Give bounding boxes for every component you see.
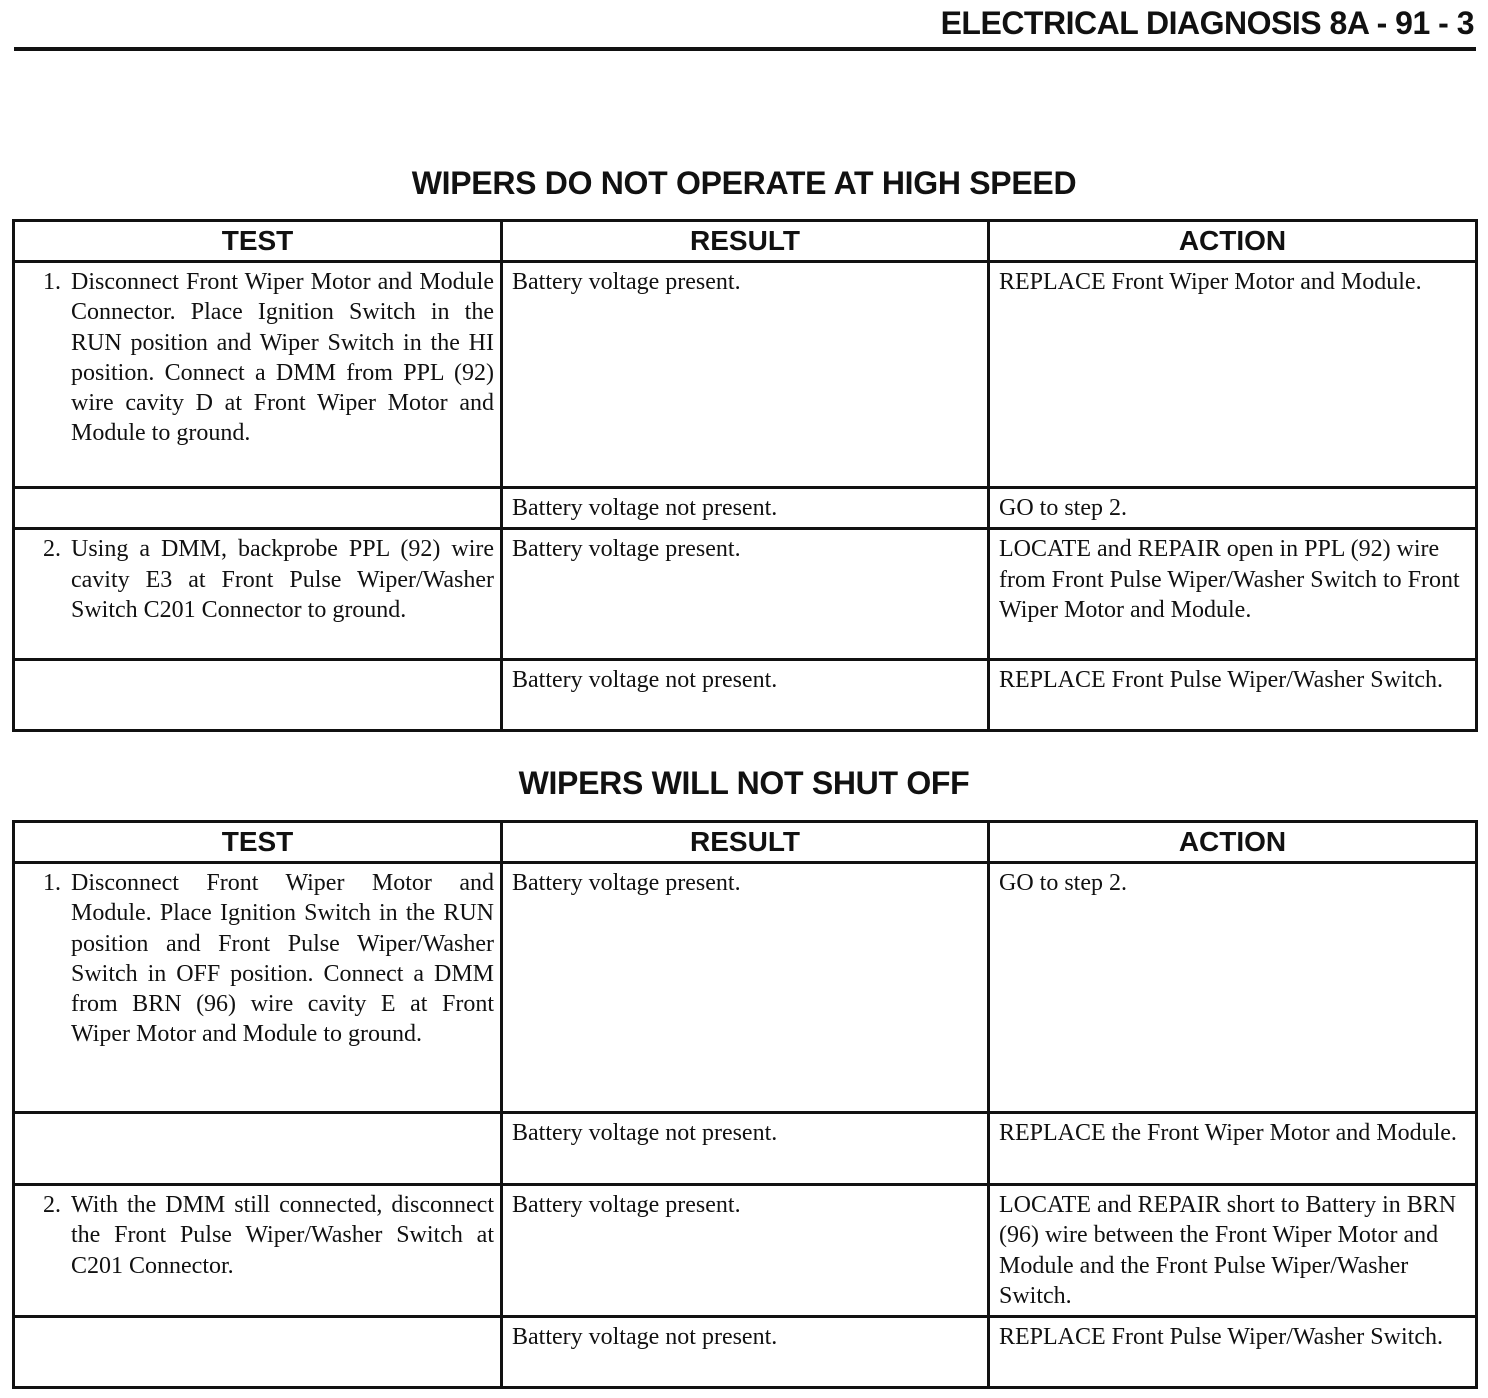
test-cell <box>14 660 502 731</box>
test-cell <box>14 262 502 488</box>
test-text: With the DMM still connected, disconnect the Front Pulse Wiper/Washer Switch at C201 Connector. <box>71 1192 494 1279</box>
table-row <box>14 262 1477 488</box>
result-cell: Battery voltage not present. <box>502 660 989 731</box>
result-cell: Battery voltage not present. <box>502 1113 989 1185</box>
result-cell: Battery voltage present. <box>502 529 989 660</box>
test-cell <box>14 1185 502 1317</box>
diagnosis-table-high-speed <box>12 219 1478 732</box>
table-header-row <box>14 822 1477 863</box>
action-cell: LOCATE and REPAIR open in PPL (92) wire from Front Pulse Wiper/Washer Switch to Front Wiper Motor and Module. <box>989 529 1477 660</box>
column-header-result: RESULT <box>502 822 989 863</box>
column-header-action: ACTION <box>989 221 1477 262</box>
table-header-row <box>14 221 1477 262</box>
column-header-result: RESULT <box>502 221 989 262</box>
action-cell: REPLACE the Front Wiper Motor and Module. <box>989 1113 1477 1185</box>
section-title-high-speed: WIPERS DO NOT OPERATE AT HIGH SPEED <box>411 165 1077 201</box>
step-number: 1. <box>43 870 61 896</box>
test-cell <box>14 488 502 529</box>
table-row <box>14 488 1477 529</box>
action-cell: GO to step 2. <box>989 863 1477 1113</box>
page-header <box>14 0 1476 51</box>
result-cell: Battery voltage present. <box>502 1185 989 1317</box>
result-cell: Battery voltage present. <box>502 863 989 1113</box>
test-text: Disconnect Front Wiper Motor and Module Connector. Place Ignition Switch in the RUN position and Wiper Switch in the HI position. Connect a DMM from PPL (92) wire cavity D at Front Wiper Motor and Module to ground. <box>71 269 494 447</box>
test-cell <box>14 1317 502 1388</box>
test-text: Using a DMM, backprobe PPL (92) wire cavity E3 at Front Pulse Wiper/Washer Switch C201 Connector to ground. <box>71 536 494 623</box>
column-header-test: TEST <box>14 221 502 262</box>
step-number: 2. <box>43 1192 61 1218</box>
step-number: 1. <box>43 269 61 295</box>
test-cell <box>14 1113 502 1185</box>
page-header-text: ELECTRICAL DIAGNOSIS 8A - 91 - 3 <box>940 5 1474 41</box>
step-number: 2. <box>43 536 61 563</box>
action-cell: GO to step 2. <box>989 488 1477 529</box>
test-cell <box>14 863 502 1113</box>
action-cell: REPLACE Front Pulse Wiper/Washer Switch. <box>989 1317 1477 1388</box>
table-row <box>14 529 1477 660</box>
diagnosis-table-will-not-shut-off <box>12 820 1478 1389</box>
result-cell: Battery voltage present. <box>502 262 989 488</box>
table-row <box>14 1185 1477 1317</box>
test-text: Disconnect Front Wiper Motor and Module. Place Ignition Switch in the RUN position and Front Pulse Wiper/Washer Switch in OFF position. Connect a DMM from BRN (96) wire cavity E at Front Wiper Motor and Module to ground. <box>71 870 494 1048</box>
action-cell: REPLACE Front Wiper Motor and Module. <box>989 262 1477 488</box>
action-cell: LOCATE and REPAIR short to Battery in BRN (96) wire between the Front Wiper Motor and Module and the Front Pulse Wiper/Washer Switch. <box>989 1185 1477 1317</box>
result-cell: Battery voltage not present. <box>502 1317 989 1388</box>
result-cell: Battery voltage not present. <box>502 488 989 529</box>
table-row <box>14 1113 1477 1185</box>
section-title-will-not-shut-off: WIPERS WILL NOT SHUT OFF <box>518 765 970 801</box>
table-row <box>14 1317 1477 1388</box>
column-header-action: ACTION <box>989 822 1477 863</box>
table-row <box>14 863 1477 1113</box>
table-row <box>14 660 1477 731</box>
action-cell: REPLACE Front Pulse Wiper/Washer Switch. <box>989 660 1477 731</box>
test-cell <box>14 529 502 660</box>
column-header-test: TEST <box>14 822 502 863</box>
